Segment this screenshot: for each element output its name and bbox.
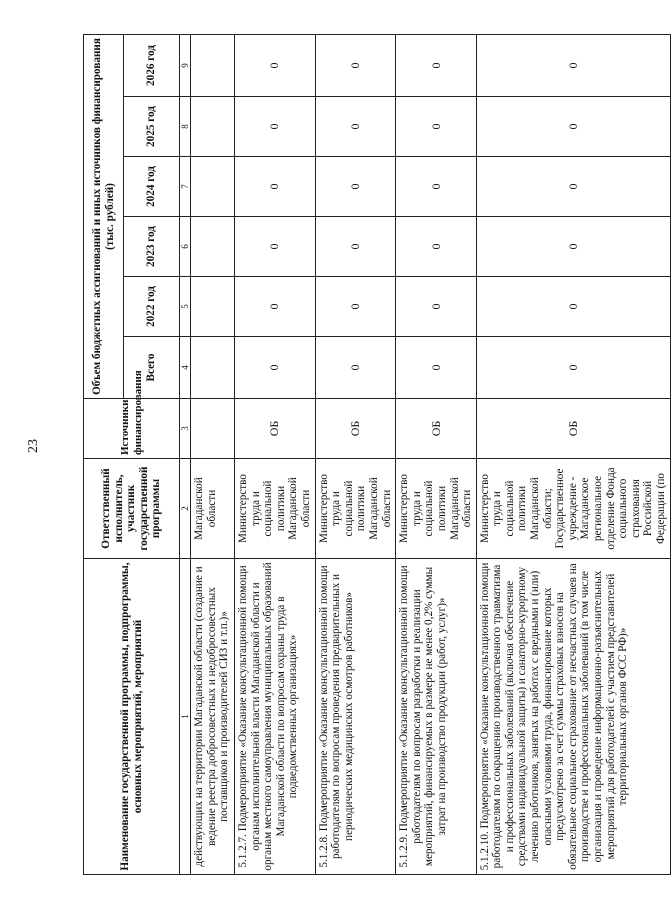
row-2025: 0 xyxy=(315,97,396,157)
row-2022 xyxy=(191,277,235,337)
row-2025: 0 xyxy=(396,97,477,157)
col-num-1: 1 xyxy=(180,559,191,875)
row-responsible: Магаданской области xyxy=(191,459,235,559)
table-row xyxy=(396,35,477,875)
row-name: действующих на территории Магаданской области (создание и ведение реестра добросовестных и недобросовестных поставщиков и производителей СИЗ и т.п.)» xyxy=(191,559,235,875)
program-table xyxy=(83,34,671,875)
header-row-1 xyxy=(84,35,124,875)
header-responsible: Ответственный исполнитель, участник государственной программы xyxy=(84,459,180,559)
row-total: 0 xyxy=(396,337,477,399)
row-source: ОБ xyxy=(315,399,396,459)
row-2024: 0 xyxy=(235,157,316,217)
row-name: 5.1.2.9. Подмероприятие «Оказание консультационной помощи работодателям по вопросам разработки и реализации мероприятий, финансируемых в размере не менее 0,2% суммы затрат на производство продукции (работ, услуг)» xyxy=(396,559,477,875)
row-total: 0 xyxy=(476,337,670,399)
header-year-2023: 2023 год xyxy=(124,217,180,277)
header-name: Наименование государственной программы, подпрограммы, основных мероприятий, мероприятий xyxy=(84,559,180,875)
row-2023: 0 xyxy=(235,217,316,277)
row-2026: 0 xyxy=(315,35,396,97)
col-num-8: 8 xyxy=(180,97,191,157)
row-total: 0 xyxy=(315,337,396,399)
table-container xyxy=(83,35,667,875)
col-num-6: 6 xyxy=(180,217,191,277)
row-source: ОБ xyxy=(476,399,670,459)
header-year-2024: 2024 год xyxy=(124,157,180,217)
col-num-9: 9 xyxy=(180,35,191,97)
row-responsible: Министерство труда и социальной политики Магаданской области xyxy=(315,459,396,559)
row-responsible: Министерство труда и социальной политики Магаданской области xyxy=(235,459,316,559)
header-volume: Объем бюджетных ассигнований и иных источников финансирования (тыс. рублей) xyxy=(84,35,124,399)
header-source: Источники финансирования xyxy=(84,399,180,459)
row-2022: 0 xyxy=(476,277,670,337)
row-2024: 0 xyxy=(315,157,396,217)
col-num-4: 4 xyxy=(180,337,191,399)
header-year-2025: 2025 год xyxy=(124,97,180,157)
table-row xyxy=(191,35,235,875)
row-source: ОБ xyxy=(235,399,316,459)
row-2024: 0 xyxy=(476,157,670,217)
page-number: 23 xyxy=(26,439,41,453)
row-2024: 0 xyxy=(396,157,477,217)
row-2023 xyxy=(191,217,235,277)
header-total: Всего xyxy=(124,337,180,399)
row-name: 5.1.2.7. Подмероприятие «Оказание консультационной помощи органам исполнительной власти Магаданской области и органам местного самоуправления муниципальных образований Магаданской области по вопросам охраны труда в подведомственных организациях» xyxy=(235,559,316,875)
row-2025 xyxy=(191,97,235,157)
row-source: ОБ xyxy=(396,399,477,459)
col-num-7: 7 xyxy=(180,157,191,217)
row-2026: 0 xyxy=(235,35,316,97)
row-2022: 0 xyxy=(235,277,316,337)
row-responsible: Министерство труда и социальной политики Магаданской области; Государственное учреждение - Магаданское региональное отделение Фонда социального страхования Российской Федерации (по xyxy=(476,459,670,559)
column-number-row xyxy=(180,35,191,875)
row-2026: 0 xyxy=(396,35,477,97)
row-total xyxy=(191,337,235,399)
table-row xyxy=(476,35,670,875)
row-name: 5.1.2.10. Подмероприятие «Оказание консультационной помощи работодателям по сокращению производственного травматизма и профессиональных заболеваний (включая обеспечение средствами индивидуальной защиты) и санаторно-курортному лечению работников, занятых на работах с вредными и (или) опасными условиями труда, финансирование которых предусмотрено за счет суммы страховых взносов на обязательное социальное страхование от несчастных случаев на производстве и профессиональных заболеваний (в том числе организация и проведение информационно-разъяснительных мероприятий для работодателей с участием представителей территориальных органов ФСС РФ)» xyxy=(476,559,670,875)
row-2022: 0 xyxy=(396,277,477,337)
table-row xyxy=(315,35,396,875)
row-2023: 0 xyxy=(315,217,396,277)
row-2025: 0 xyxy=(235,97,316,157)
rotated-table-area xyxy=(83,35,667,875)
table-row xyxy=(235,35,316,875)
row-name: 5.1.2.8. Подмероприятие «Оказание консультационной помощи работодателям по вопросам проведения предварительных и периодических медицинских осмотров работников» xyxy=(315,559,396,875)
col-num-2: 2 xyxy=(180,459,191,559)
row-2023: 0 xyxy=(396,217,477,277)
row-2025: 0 xyxy=(476,97,670,157)
row-2024 xyxy=(191,157,235,217)
row-2022: 0 xyxy=(315,277,396,337)
col-num-5: 5 xyxy=(180,277,191,337)
row-total: 0 xyxy=(235,337,316,399)
row-responsible: Министерство труда и социальной политики Магаданской области xyxy=(396,459,477,559)
row-2023: 0 xyxy=(476,217,670,277)
row-2026: 0 xyxy=(476,35,670,97)
header-year-2026: 2026 год xyxy=(124,35,180,97)
row-2026 xyxy=(191,35,235,97)
header-year-2022: 2022 год xyxy=(124,277,180,337)
col-num-3: 3 xyxy=(180,399,191,459)
row-source xyxy=(191,399,235,459)
